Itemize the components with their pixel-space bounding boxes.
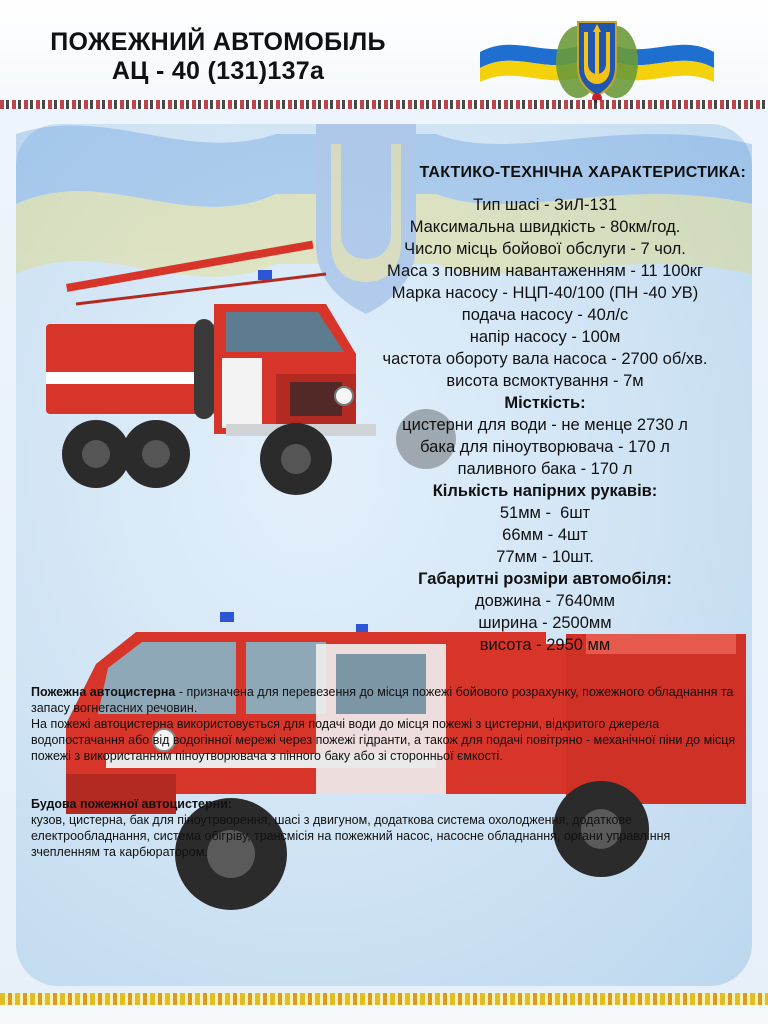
hose-line: 66мм - 4шт	[502, 526, 588, 544]
hose-line: 51мм - 6шт	[499, 504, 591, 522]
capacity-line: паливного бака - 170 л	[457, 460, 633, 478]
spec-line: висота всмоктування - 7м	[446, 372, 644, 390]
hoses-heading: Кількість напірних рукавів:	[432, 482, 658, 500]
ornament-border-top	[0, 100, 768, 109]
spec-line: частота обороту вала насоса - 2700 об/хв.	[382, 350, 708, 368]
usage-paragraph: На пожежі автоцистерна використовується для подачі води до місця пожежі з цистерни, відкритого джерела водопостачання або від водогінної мережі через пожежі гідранти, а також для подачі повітряно - механічної піни до місця пожежі з використанням піноутворювача з пінного баку або зі сторонньої ємкості.	[31, 717, 736, 763]
spec-line: Максимальна швидкість - 80км/год.	[409, 218, 681, 236]
spec-line: Число місць бойової обслуги - 7 чол.	[404, 240, 686, 258]
capacity-heading: Місткість:	[504, 394, 586, 412]
definition-term: Пожежна автоцистерна	[31, 685, 176, 699]
dimension-line: довжина - 7640мм	[475, 592, 615, 610]
title-line-2: АЦ - 40 (131)137а	[111, 57, 325, 85]
title-line-1: ПОЖЕЖНИЙ АВТОМОБІЛЬ	[50, 28, 386, 56]
footer-band	[0, 1005, 768, 1024]
capacity-line: цистерни для води - не менце 2730 л	[402, 416, 688, 434]
dimension-line: ширина - 2500мм	[478, 614, 612, 632]
dimensions-heading: Габаритні розміри автомобіля:	[418, 570, 672, 588]
trident	[584, 24, 610, 84]
page-title	[18, 28, 418, 86]
spec-line: напір насосу - 100м	[469, 328, 621, 346]
capacity-line: бака для піноутворювача - 170 л	[420, 438, 670, 456]
specs-heading: ТАКТИКО-ТЕХНІЧНА ХАРАКТЕРИСТИКА:	[419, 164, 746, 181]
structure-text: кузов, цистерна, бак для піноутрворення, шасі з двигуном, додаткова система охолодження, додаткове електрообладнання, система обігріву, трансмісія на пожежний насос, насосне обладнання, органи управління зчепленням та карбюратором.	[31, 813, 671, 859]
spec-line: Марка насосу - НЦП-40/100 (ПН -40 УВ)	[391, 284, 699, 302]
description-block	[31, 684, 737, 860]
spec-line: Тип шасі - ЗиЛ-131	[472, 196, 618, 214]
spec-line: подача насосу - 40л/с	[461, 306, 629, 324]
header	[0, 0, 768, 104]
definition-paragraph	[31, 684, 737, 716]
ukraine-trident-emblem-icon	[478, 12, 716, 104]
spec-line: Маса з повним навантаженням - 11 100кг	[387, 262, 703, 280]
structure-heading: Будова пожежної автоцистерни:	[31, 797, 233, 811]
dimension-line: висота - 2950 мм	[479, 636, 611, 654]
hose-line: 77мм - 10шт.	[496, 548, 594, 566]
definition-text: - призначена для перевезення до місця пожежі бойового розрахунку, пожежного обладнання та запасу вогнегасних речовин.	[31, 685, 734, 715]
tactical-technical-specs	[330, 162, 760, 656]
ornament-border-bottom	[0, 993, 768, 1005]
